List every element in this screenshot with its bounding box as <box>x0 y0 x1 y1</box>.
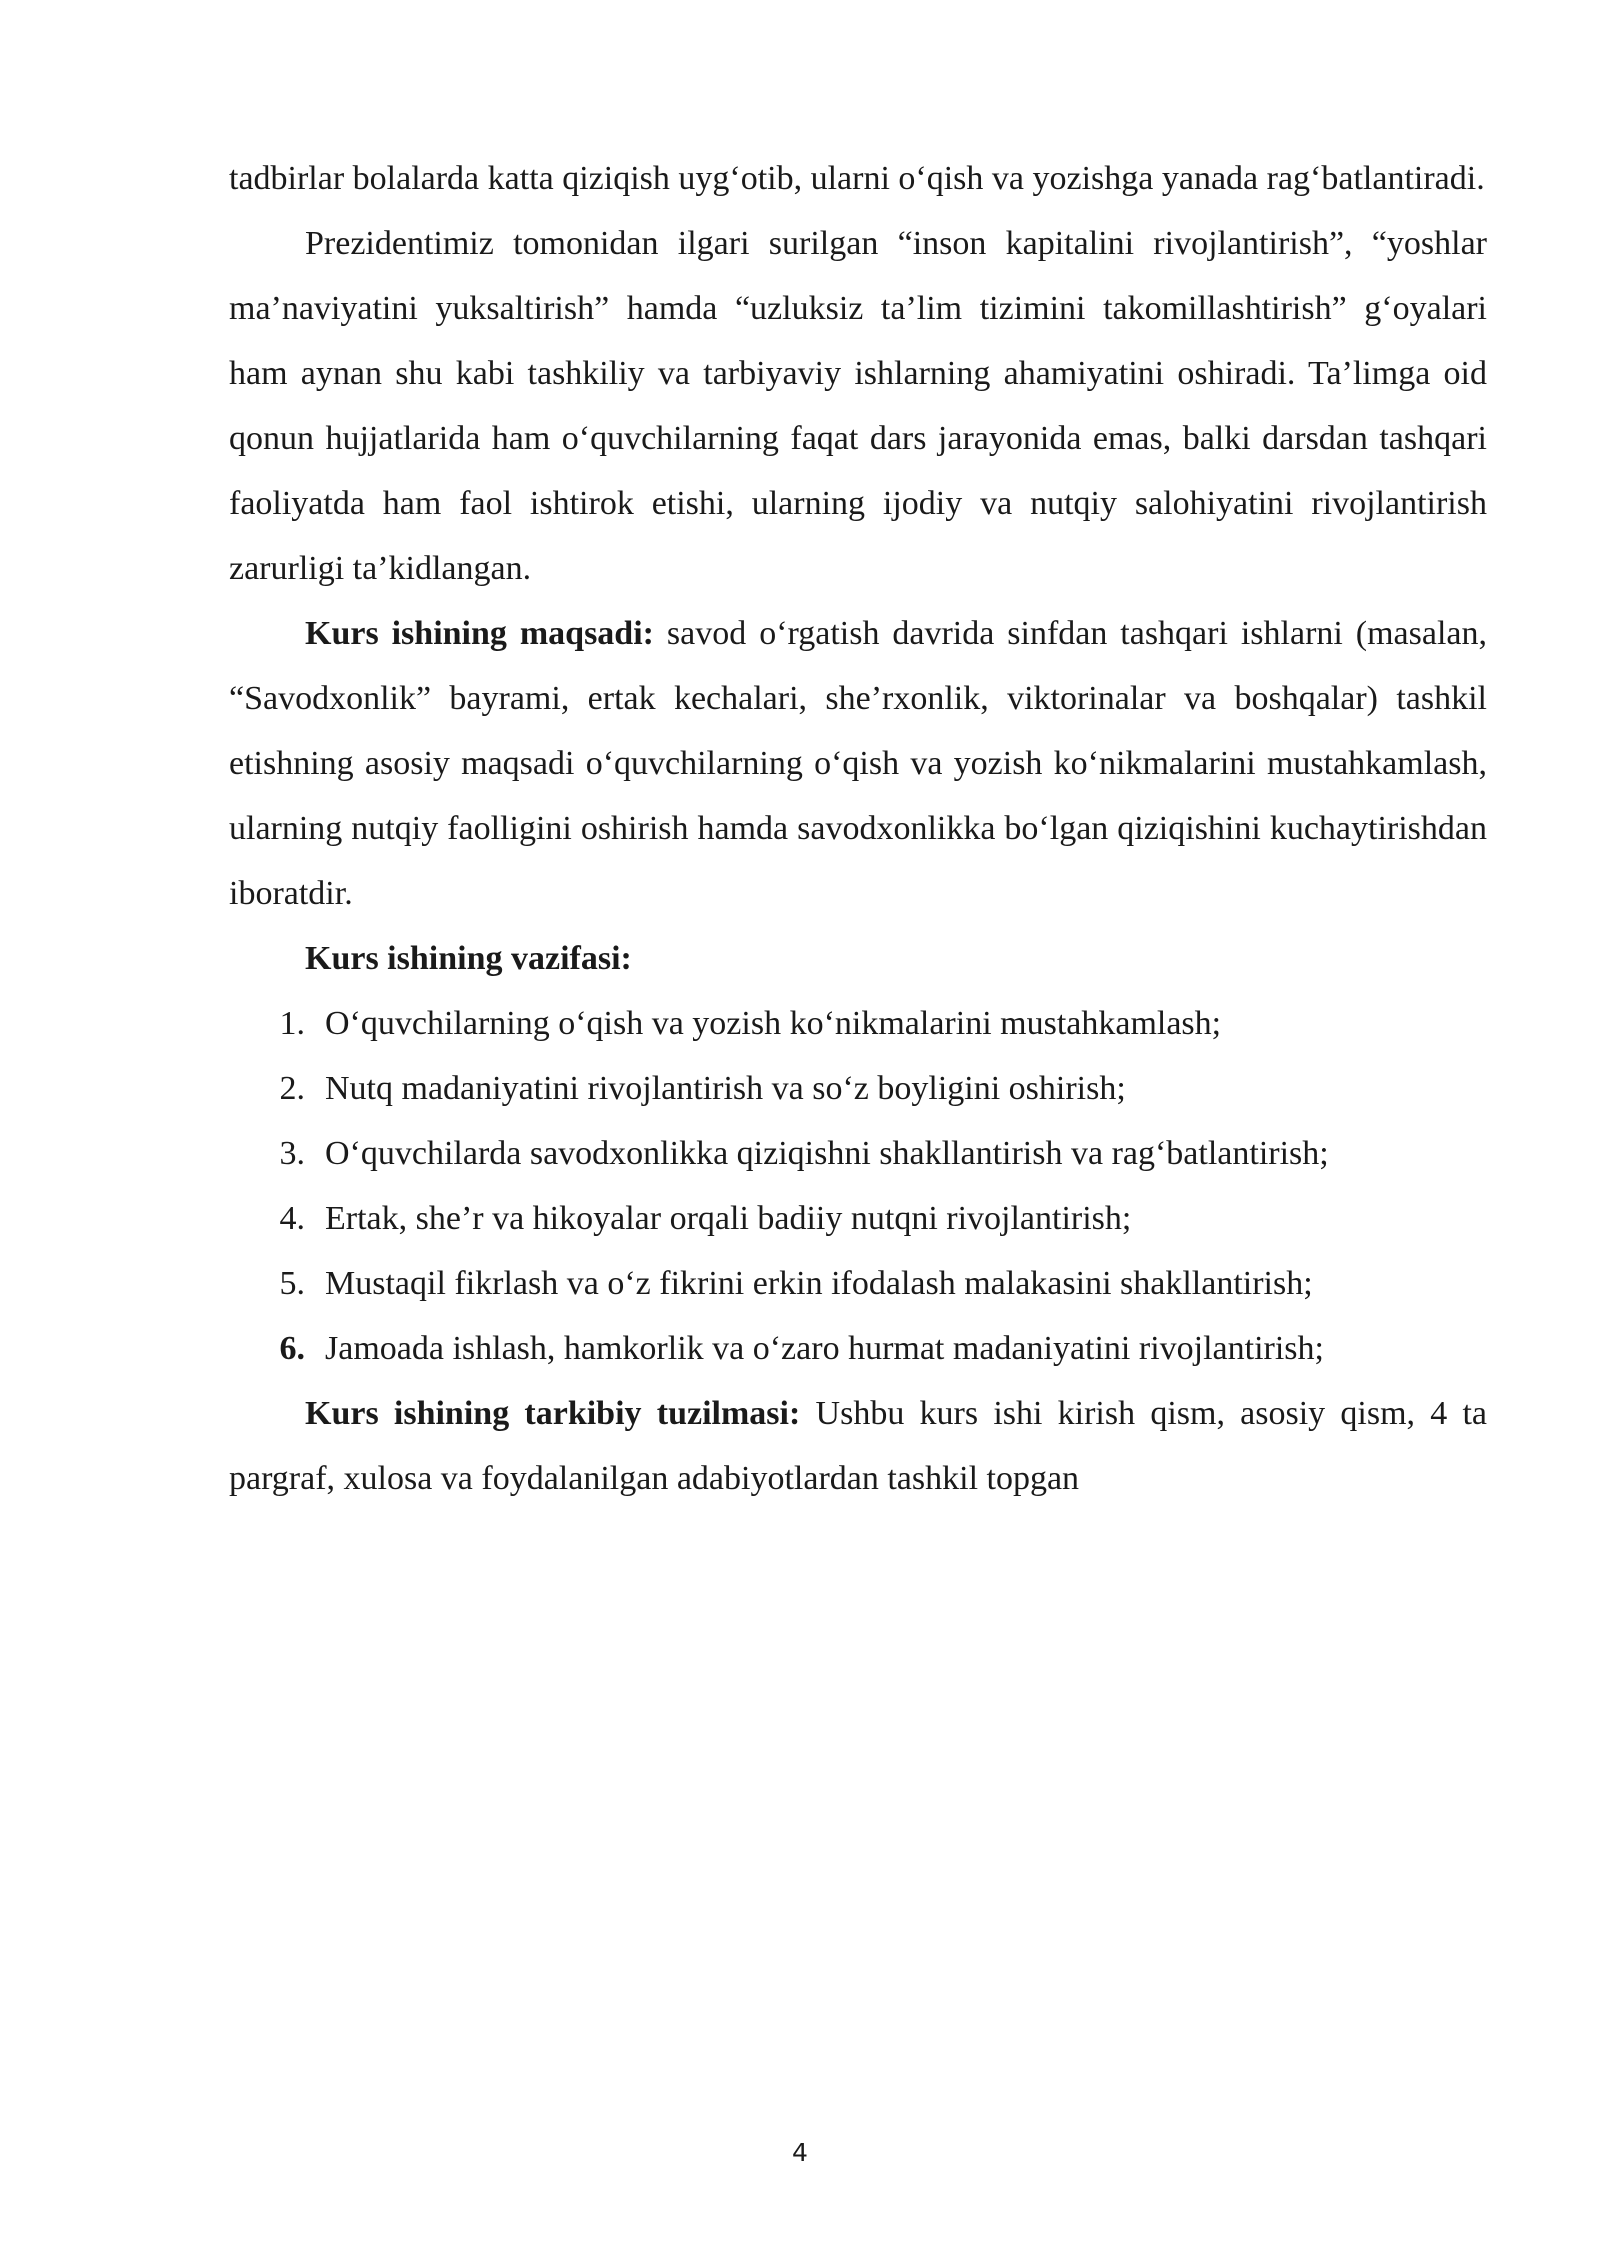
list-item-text: Jamoada ishlash, hamkorlik va o‘zaro hurmat madaniyatini rivojlantirish; <box>325 1330 1324 1367</box>
paragraph-structure <box>229 1381 1487 1511</box>
list-item <box>229 1316 1487 1381</box>
list-item-text: Nutq madaniyatini rivojlantirish va so‘z boyligini oshirish; <box>325 1070 1126 1107</box>
list-item <box>229 1121 1487 1186</box>
paragraph-purpose <box>229 601 1487 926</box>
page-number: 4 <box>792 2138 808 2167</box>
tasks-heading <box>229 926 1487 991</box>
list-item-text: Ertak, she’r va hikoyalar orqali badiiy nutqni rivojlantirish; <box>325 1200 1132 1237</box>
structure-label: Kurs ishining tarkibiy tuzilmasi: <box>305 1395 801 1432</box>
page-body <box>229 146 1487 1511</box>
list-item <box>229 1056 1487 1121</box>
list-item-number: 2. <box>279 1070 305 1107</box>
structure-text: Ushbu kurs ishi kirish qism, asosiy qism, 4 ta pargraf, xulosa va foydalanilgan adabiyotlardan tashkil topgan <box>229 1395 1487 1497</box>
list-item <box>229 1251 1487 1316</box>
tasks-list <box>229 991 1487 1381</box>
list-item-text: Mustaqil fikrlash va o‘z fikrini erkin ifodalash malakasini shakllantirish; <box>325 1265 1313 1302</box>
tasks-heading-label: Kurs ishining vazifasi: <box>305 940 632 977</box>
paragraph-president-ideas: Prezidentimiz tomonidan ilgari surilgan “inson kapitalini rivojlantirish”, “yoshlar ma’naviyatini yuksaltirish” hamda “uzluksiz ta’lim tizimini takomillashtirish” g‘oyalari ham aynan shu kabi tashkiliy va tarbiyaviy ishlarning ahamiyatini oshiradi. Ta’limga oid qonun hujjatlarida ham o‘quvchilarning faqat dars jarayonida emas, balki darsdan tashqari faoliyatda ham faol ishtirok etishi, ularning ijodiy va nutqiy salohiyatini rivojlantirish zarurligi ta’kidlangan. <box>229 225 1487 587</box>
list-item-number: 1. <box>279 1005 305 1042</box>
list-item <box>229 1186 1487 1251</box>
list-item-number: 3. <box>279 1135 305 1172</box>
list-item-number: 5. <box>279 1265 305 1302</box>
list-item <box>229 991 1487 1056</box>
list-item-number: 6. <box>279 1330 305 1367</box>
list-item-number: 4. <box>279 1200 305 1237</box>
purpose-label: Kurs ishining maqsadi: <box>305 615 654 652</box>
purpose-text: savod o‘rgatish davrida sinfdan tashqari ishlarni (masalan, “Savodxonlik” bayrami, ertak kechalari, she’rxonlik, viktorinalar va boshqalar) tashkil etishning asosiy maqsadi o‘quvchilarning o‘qish va yozish ko‘nikmalarini mustahkamlash, ularning nutqiy faolligini oshirish hamda savodxonlikka bo‘lgan qiziqishini kuchaytirishdan iboratdir. <box>229 615 1487 912</box>
list-item-text: O‘quvchilarning o‘qish va yozish ko‘nikmalarini mustahkamlash; <box>325 1005 1222 1042</box>
list-item-text: O‘quvchilarda savodxonlikka qiziqishni shakllantirish va rag‘batlantirish; <box>325 1135 1329 1172</box>
paragraph-continuation: tadbirlar bolalarda katta qiziqish uyg‘otib, ularni o‘qish va yozishga yanada rag‘batlantiradi. <box>229 160 1485 197</box>
